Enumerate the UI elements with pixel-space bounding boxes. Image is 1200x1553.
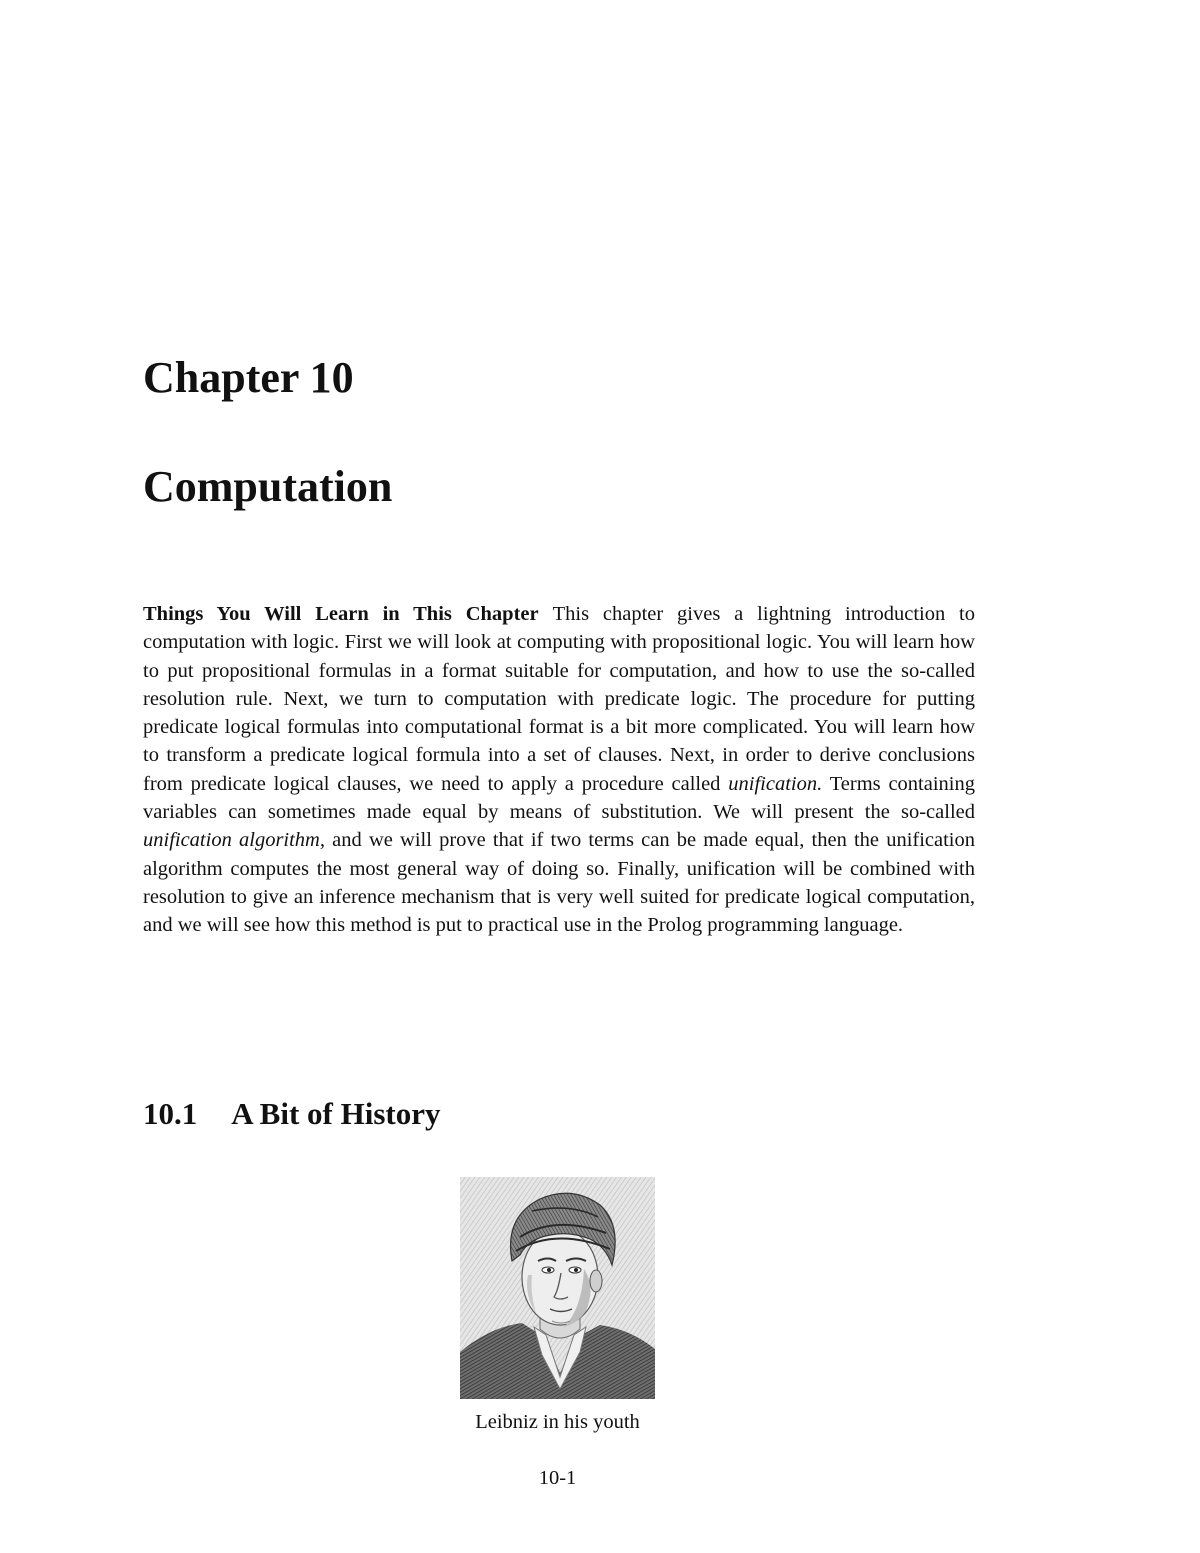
intro-lead-heading: Things You Will Learn in This Chapter bbox=[143, 603, 539, 625]
intro-text-part-1: This chapter gives a lightning introduction to computation with logic. First we will look at computing with propositional logic. You will learn how to put propositional formulas in a format suitable for computation, and how to use the so-called resolution rule. Next, we turn to computation with predicate logic. The procedure for putting predicate logical formulas into computational format is a bit more complicated. You will learn how to transform a predicate logical formula into a set of clauses. Next, in order to derive conclusions from predicate logical clauses, we need to apply a procedure called bbox=[143, 603, 975, 795]
intro-text-part-2: Terms containing variables can sometimes made equal by means of substitution. We will present the so-called bbox=[143, 772, 975, 824]
chapter-title: Computation bbox=[143, 462, 393, 511]
leibniz-portrait-image bbox=[460, 1177, 655, 1399]
section-title: A Bit of History bbox=[231, 1096, 441, 1131]
section-number: 10.1 bbox=[143, 1096, 198, 1131]
intro-emphasis-unification: unification. bbox=[728, 772, 823, 795]
figure-caption: Leibniz in his youth bbox=[475, 1411, 640, 1433]
section-heading bbox=[143, 1095, 441, 1132]
intro-emphasis-unification-algorithm: unification algorithm, bbox=[143, 829, 325, 852]
intro-text-part-3: and we will prove that if two terms can be made equal, then the unification algorithm computes the most general way of doing so. Finally, unification will be combined with resolution to give an inference mechanism that is very well suited for predicate logical computation, and we will see how this method is put to practical use in the Prolog programming language. bbox=[143, 829, 976, 937]
page-number: 10-1 bbox=[538, 1467, 577, 1489]
chapter-intro-paragraph bbox=[143, 600, 975, 940]
chapter-label: Chapter 10 bbox=[143, 353, 354, 402]
leibniz-portrait-figure bbox=[460, 1177, 655, 1399]
